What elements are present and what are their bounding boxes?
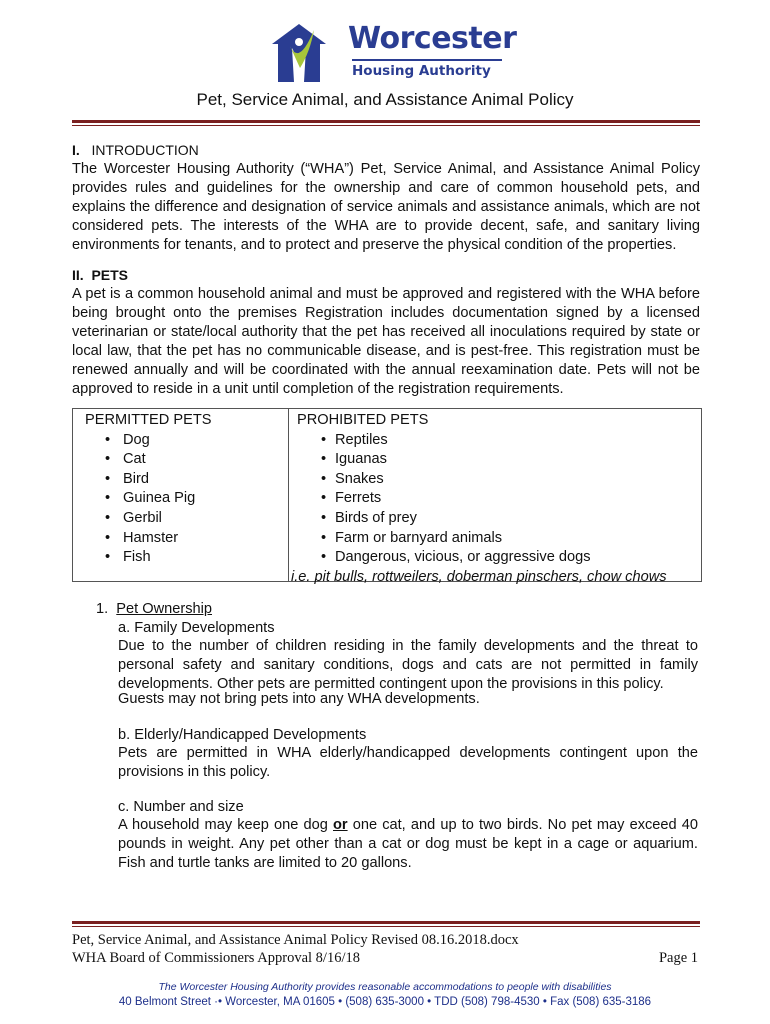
list-item: • Guinea Pig [85, 489, 288, 509]
pets-heading: II. PETS [72, 267, 129, 283]
prohibited-header: PROHIBITED PETS [297, 412, 429, 428]
page-number: Page 1 [658, 950, 698, 966]
prohibited-note: i.e. pit bulls, rottweilers, doberman pinschers, chow chows [291, 568, 667, 585]
list-item: • Farm or barnyard animals [297, 529, 701, 549]
list-item: • Hamster [85, 529, 288, 549]
pets-paragraph: A pet is a common household animal and must be approved and registered with the WHA before being brought onto the premises Registration includes documentation signed by a licensed veterinarian or state/local authority that the pet has received all inoculations required by state or local law, that the pet has no communicable disease, and is pest-free. This registration must be renewed annually and will be coordinated with the annual reexamination date. Pets will not be approved to reside in a unit until completion of the registration requirements. [72, 286, 700, 397]
list-item: • Gerbil [85, 509, 288, 529]
page-title: Pet, Service Animal, and Assistance Animal Policy [196, 90, 574, 109]
list-item: • Birds of prey [297, 509, 701, 529]
list-item: • Bird [85, 470, 288, 490]
list-item: • Snakes [297, 470, 701, 490]
footer-rule-thin [72, 926, 700, 927]
list-item: • Fish [85, 548, 288, 568]
permitted-column [73, 409, 289, 581]
elderly-developments-title: b. Elderly/Handicapped Developments [118, 727, 367, 743]
title-rule-thin [72, 125, 700, 126]
list-item: • Iguanas [297, 450, 701, 470]
wha-logo [270, 20, 517, 86]
family-developments-text: Due to the number of children residing in the family developments and the threat to personal safety and sanitary conditions, dogs and cats are not permitted in family developments. Other pets are permitted contingent upon the provisions in this policy. [118, 638, 698, 692]
guests-text: Guests may not bring pets into any WHA developments. [118, 691, 480, 707]
pets-table [72, 408, 702, 585]
prohibited-list [297, 431, 701, 568]
contact-address: 40 Belmont Street ·• Worcester, MA 01605 • (508) 635-3000 • TDD (508) 798-4530 • Fax (508) 635-3186 [118, 996, 652, 1008]
list-item: • Cat [85, 450, 288, 470]
list-item: • Dangerous, vicious, or aggressive dogs [297, 548, 701, 568]
permitted-header: PERMITTED PETS [85, 412, 212, 428]
prohibited-column [289, 409, 701, 585]
accommodation-notice: The Worcester Housing Authority provides reasonable accommodations to people with disabilities [158, 981, 612, 993]
house-logo-icon [270, 22, 344, 84]
footer-approval: WHA Board of Commissioners Approval 8/16/18 [72, 950, 360, 966]
title-rule [72, 120, 700, 123]
elderly-developments-text: Pets are permitted in WHA elderly/handicapped developments contingent upon the provisions in this policy. [118, 745, 698, 780]
permitted-list [85, 431, 288, 568]
number-size-text: A household may keep one dog or one cat, and up to two birds. No pet may exceed 40 pounds in weight. Any pet other than a cat or dog must be kept in a cage or aquarium. Fish and turtle tanks are limited to 20 gallons. [118, 817, 699, 871]
footer-filename: Pet, Service Animal, and Assistance Animal Policy Revised 08.16.2018.docx [72, 932, 519, 948]
family-developments-title: a. Family Developments [118, 620, 275, 636]
ownership-heading: 1. Pet Ownership [96, 601, 212, 617]
intro-heading: I. INTRODUCTION [72, 142, 199, 158]
list-item: • Ferrets [297, 489, 701, 509]
footer-rule [72, 921, 700, 924]
intro-paragraph: The Worcester Housing Authority (“WHA”) Pet, Service Animal, and Assistance Animal Policy provides rules and guidelines for the ownership and care of common household pets, and explains the difference and designation of service animals and assistance animals, which are not considered pets. The interests of the WHA are to provide decent, safe, and sanitary living environments for tenants, and to protect and preserve the physical condition of the properties. [72, 161, 700, 253]
logo-wordmark: Worcester [348, 21, 517, 56]
list-item: • Dog [85, 431, 288, 451]
number-size-title: c. Number and size [118, 799, 244, 815]
list-item: • Reptiles [297, 431, 701, 451]
logo-subtitle: Housing Authority [352, 59, 502, 79]
